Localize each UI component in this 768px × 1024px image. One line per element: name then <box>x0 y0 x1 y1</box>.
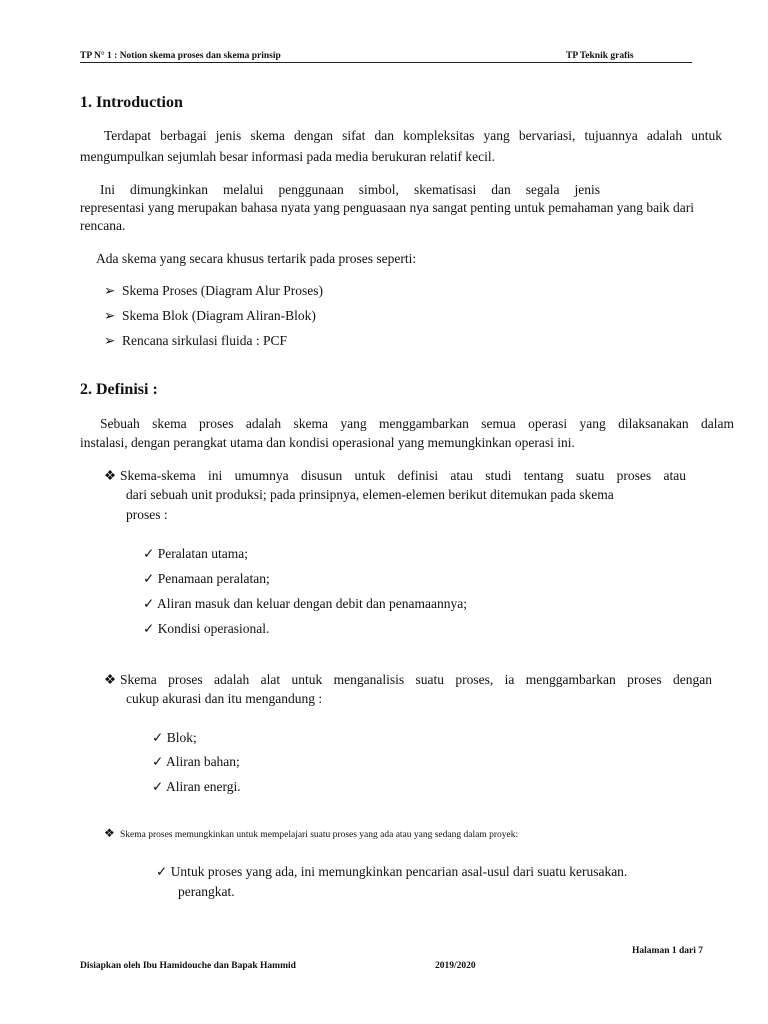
footer-page-number: Halaman 1 dari 7 <box>632 946 703 956</box>
diamond-item-3: ❖ Skema proses memungkinkan untuk mempelajari suatu proses yang ada atau yang sedang dalam proyek: <box>104 826 519 840</box>
checkmark-icon: ✓ <box>156 864 168 879</box>
intro-paragraph-3: Ada skema yang secara khusus tertarik pada proses seperti: <box>96 251 417 266</box>
checkmark-icon: ✓ <box>143 546 155 561</box>
header-left: TP N° 1 : Notion skema proses dan skema prinsip <box>80 51 281 61</box>
section-heading-definisi: 2. Definisi : <box>80 381 158 398</box>
diamond-item-1-line3: proses : <box>126 507 168 522</box>
bullet-item: ➢ Skema Proses (Diagram Alur Proses) <box>104 283 323 298</box>
check-item: ✓ Kondisi operasional. <box>143 621 270 636</box>
checkmark-icon: ✓ <box>152 730 164 745</box>
bullet-item: ➢ Rencana sirkulasi fluida : PCF <box>104 333 287 348</box>
checkmark-icon: ✓ <box>143 571 155 586</box>
diamond-item-1-line1: ❖ Skema-skema ini umumnya disusun untuk definisi atau studi tentang suatu proses atau <box>104 468 686 483</box>
intro-paragraph-2-line1: Ini dimungkinkan melalui penggunaan simbol, skematisasi dan segala jenis <box>100 182 600 197</box>
arrow-bullet-icon: ➢ <box>104 333 116 348</box>
bullet-item: ➢ Skema Blok (Diagram Aliran-Blok) <box>104 308 316 323</box>
check-item: ✓ Blok; <box>152 730 197 745</box>
check-item: ✓ Aliran masuk dan keluar dengan debit dan penamaannya; <box>143 596 467 611</box>
arrow-bullet-icon: ➢ <box>104 283 116 298</box>
checkmark-icon: ✓ <box>152 754 164 769</box>
checkmark-icon: ✓ <box>152 779 164 794</box>
footer-prepared-by: Disiapkan oleh Ibu Hamidouche dan Bapak Hammid <box>80 961 296 971</box>
diamond-bullet-icon: ❖ <box>104 468 117 483</box>
header-rule <box>80 62 692 63</box>
checkmark-icon: ✓ <box>143 621 155 636</box>
section-heading-introduction: 1. Introduction <box>80 94 183 111</box>
check-item-line2: perangkat. <box>178 884 235 899</box>
diamond-item-2-line2: cukup akurasi dan itu mengandung : <box>126 691 323 706</box>
footer-year: 2019/2020 <box>435 961 476 971</box>
diamond-bullet-icon: ❖ <box>104 672 117 687</box>
check-item: ✓ Penamaan peralatan; <box>143 571 270 586</box>
checkmark-icon: ✓ <box>143 596 155 611</box>
definisi-paragraph-line2: instalasi, dengan perangkat utama dan kondisi operasional yang memungkinkan operasi ini. <box>80 435 575 450</box>
arrow-bullet-icon: ➢ <box>104 308 116 323</box>
header-right: TP Teknik grafis <box>566 51 634 61</box>
intro-paragraph-1-line1: Terdapat berbagai jenis skema dengan sifat dan kompleksitas yang bervariasi, tujuannya adalah untuk <box>104 128 722 143</box>
intro-paragraph-1-line2: mengumpulkan sejumlah besar informasi pada media berukuran relatif kecil. <box>80 149 495 164</box>
check-item-line1: ✓ Untuk proses yang ada, ini memungkinkan pencarian asal-usul dari suatu kerusakan. <box>156 864 628 879</box>
intro-paragraph-2-line3: rencana. <box>80 218 126 233</box>
diamond-item-2-line1: ❖ Skema proses adalah alat untuk menganalisis suatu proses, ia menggambarkan proses dengan <box>104 672 712 687</box>
definisi-paragraph-line1: Sebuah skema proses adalah skema yang menggambarkan semua operasi yang dilaksanakan dalam <box>100 416 734 431</box>
intro-paragraph-2-line2: representasi yang merupakan bahasa nyata yang penguasaan nya sangat penting untuk pemahaman yang baik dari <box>80 200 695 215</box>
check-item: ✓ Peralatan utama; <box>143 546 249 561</box>
diamond-item-1-line2: dari sebuah unit produksi; pada prinsipnya, elemen-elemen berikut ditemukan pada skema <box>126 487 614 502</box>
check-item: ✓ Aliran bahan; <box>152 754 240 769</box>
diamond-bullet-icon: ❖ <box>104 826 115 840</box>
check-item: ✓ Aliran energi. <box>152 779 241 794</box>
